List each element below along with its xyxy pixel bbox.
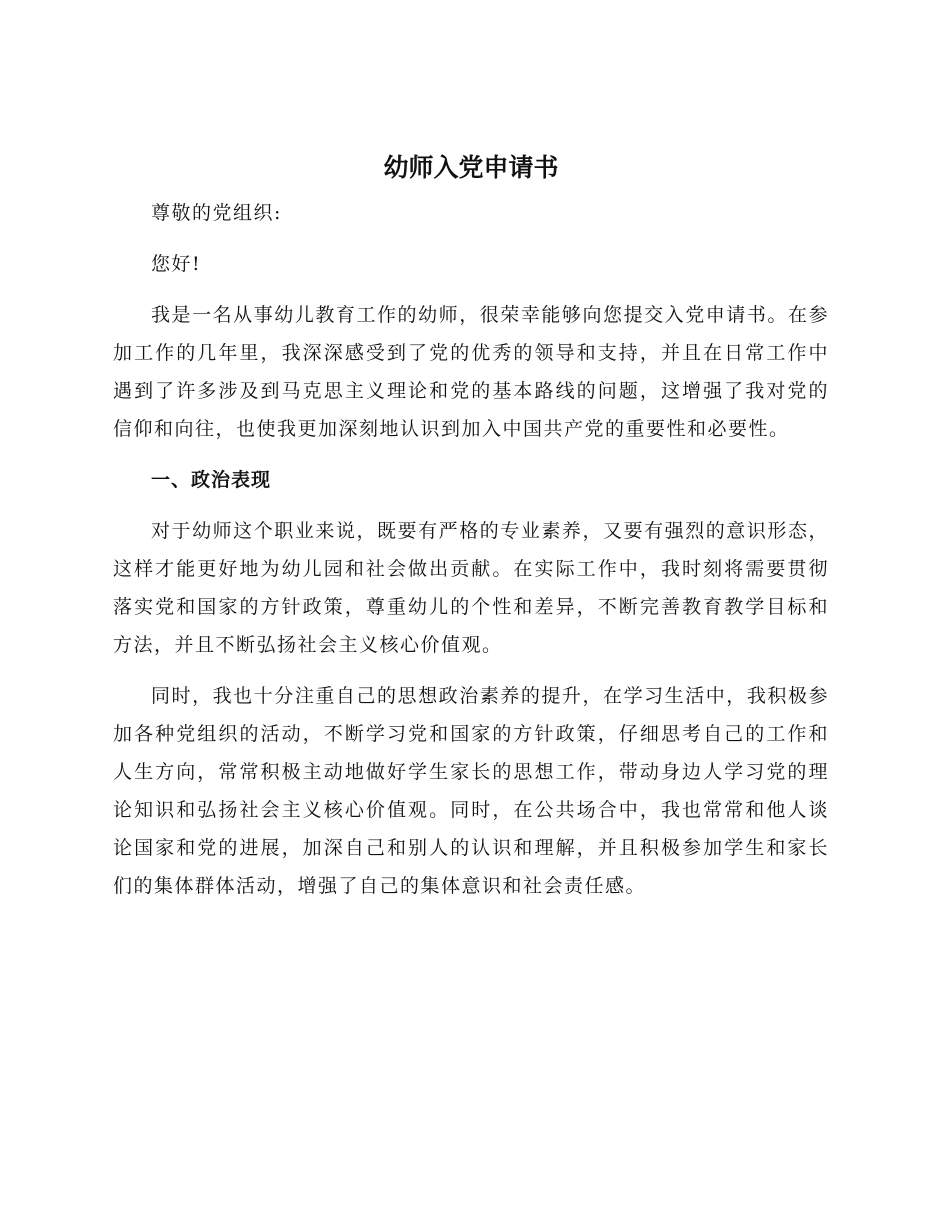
intro-paragraph: 我是一名从事幼儿教育工作的幼师，很荣幸能够向您提交入党申请书。在参加工作的几年里，我深深感受到了党的优秀的领导和支持，并且在日常工作中遇到了许多涉及到马克思主义理论和党的基本路线的问题，这增强了我对党的信仰和向往，也使我更加深刻地认识到加入中国共产党的重要性和必要性。: [113, 304, 829, 440]
section-paragraph: 同时，我也十分注重自己的思想政治素养的提升，在学习生活中，我积极参加各种党组织的活动，不断学习党和国家的方针政策，仔细思考自己的工作和人生方向，常常积极主动地做好学生家长的思想工作，带动身边人学习党的理论知识和弘扬社会主义核心价值观。同时，在公共场合中，我也常常和他人谈论国家和党的进展，加深自己和别人的认识和理解，并且积极参加学生和家长们的集体群体活动，增强了自己的集体意识和社会责任感。: [113, 685, 829, 897]
document-title: 幼师入党申请书: [383, 153, 559, 182]
document-page: [113, 148, 829, 918]
greeting: 您好!: [151, 253, 202, 275]
salutation: 尊敬的党组织:: [151, 202, 282, 224]
section-paragraph: 对于幼师这个职业来说，既要有严格的专业素养，又要有强烈的意识形态，这样才能更好地为幼儿园和社会做出贡献。在实际工作中，我时刻将需要贯彻落实党和国家的方针政策，尊重幼儿的个性和差异，不断完善教育教学目标和方法，并且不断弘扬社会主义核心价值观。: [113, 520, 829, 656]
section-heading-political: 一、政治表现: [151, 469, 272, 491]
